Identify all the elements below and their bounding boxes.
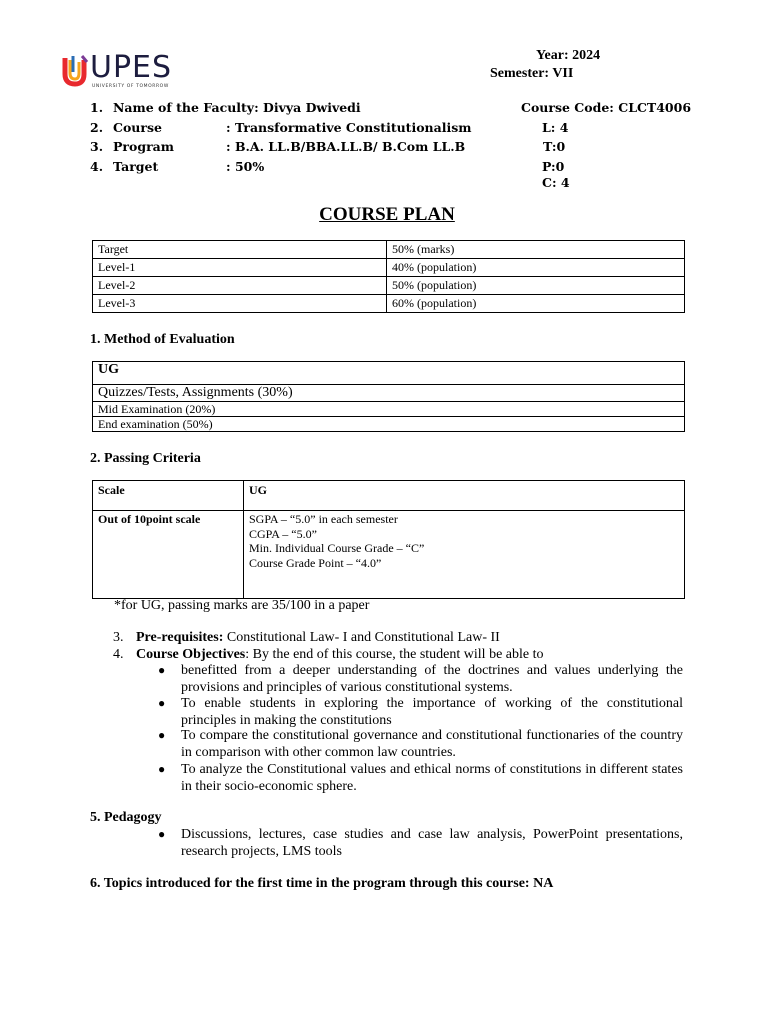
prereq-number: 3. xyxy=(113,630,124,645)
table-row xyxy=(93,481,685,511)
target-table xyxy=(92,240,685,313)
objective-item: To enable students in exploring the importance of working of the constitutional principles in making the constitutions xyxy=(181,696,683,728)
bullet-icon: ● xyxy=(158,663,166,677)
credit-c: C: 4 xyxy=(542,175,570,190)
info-label: Target xyxy=(113,159,159,174)
topics-line: 6. Topics introduced for the first time in the program through this course: NA xyxy=(90,876,554,891)
passing-line: Min. Individual Course Grade – “C” xyxy=(249,541,425,555)
info-label: Course xyxy=(113,120,162,135)
prereq-line xyxy=(136,630,500,646)
bullet-icon: ● xyxy=(158,762,166,776)
passing-note: *for UG, passing marks are 35/100 in a paper xyxy=(114,598,370,613)
evaluation-heading: 1. Method of Evaluation xyxy=(90,332,235,347)
pedagogy-item: Discussions, lectures, case studies and case law analysis, PowerPoint presentations, research projects, LMS tools xyxy=(181,827,683,859)
table-row xyxy=(93,241,685,259)
bullet-icon: ● xyxy=(158,696,166,710)
passing-heading: 2. Passing Criteria xyxy=(90,451,201,466)
table-cell: Level-2 xyxy=(93,277,387,295)
info-number: 4. xyxy=(90,159,104,174)
table-cell: Target xyxy=(93,241,387,259)
bullet-icon: ● xyxy=(158,827,166,841)
logo-tagline: UNIVERSITY OF TOMORROW xyxy=(92,84,169,89)
passing-scale-value: Out of 10point scale xyxy=(93,511,244,599)
table-row xyxy=(93,259,685,277)
info-row-course xyxy=(0,120,768,140)
table-cell: Level-3 xyxy=(93,295,387,313)
prereq-text: Constitutional Law- I and Constitutional Law- II xyxy=(223,630,500,645)
objectives-label: Course Objectives xyxy=(136,647,246,662)
objective-item: To compare the constitutional governance and constitutional functionaries of the country in comparison with other common law countries. xyxy=(181,728,683,760)
passing-table xyxy=(92,480,685,599)
table-cell: Level-1 xyxy=(93,259,387,277)
info-row-faculty xyxy=(0,100,768,120)
pedagogy-heading: 5. Pedagogy xyxy=(90,810,162,825)
table-row xyxy=(93,511,685,599)
passing-line: CGPA – “5.0” xyxy=(249,526,317,541)
prereq-label: Pre-requisites: xyxy=(136,630,224,645)
objective-item: benefitted from a deeper understanding of the doctrines and values underlying the provisions and principles of various constitutional systems. xyxy=(181,663,683,695)
table-cell: 50% (population) xyxy=(387,277,685,295)
info-row-program xyxy=(0,139,768,159)
year-label: Year: 2024 xyxy=(536,48,601,63)
page-title: COURSE PLAN xyxy=(319,204,455,225)
logo-wordmark: UPES xyxy=(90,50,173,85)
table-cell: 60% (population) xyxy=(387,295,685,313)
evaluation-mid: Mid Examination (20%) xyxy=(93,402,685,417)
info-number: 2. xyxy=(90,120,104,135)
objectives-number: 4. xyxy=(113,647,124,662)
objectives-text: : By the end of this course, the student will be able to xyxy=(245,647,544,662)
passing-ug-values xyxy=(244,511,685,599)
passing-col-ug: UG xyxy=(244,481,685,511)
info-value: : B.A. LL.B/BBA.LL.B/ B.Com LL.B xyxy=(226,139,466,154)
evaluation-quizzes: Quizzes/Tests, Assignments (30%) xyxy=(93,385,685,402)
passing-col-scale: Scale xyxy=(93,481,244,511)
credit-t: T:0 xyxy=(543,139,566,154)
bullet-icon: ● xyxy=(158,728,166,742)
info-row-target xyxy=(0,159,768,179)
passing-line: SGPA – “5.0” in each semester xyxy=(249,512,398,526)
upes-logo-icon xyxy=(62,54,90,90)
upes-logo xyxy=(62,50,174,92)
evaluation-end: End examination (50%) xyxy=(93,417,685,432)
info-label: Name of the Faculty: Divya Dwivedi xyxy=(113,100,361,115)
info-label: Program xyxy=(113,139,174,154)
table-cell: 50% (marks) xyxy=(387,241,685,259)
course-code: Course Code: CLCT4006 xyxy=(521,100,692,115)
objective-item: To analyze the Constitutional values and ethical norms of constitutions in different states in their socio-economic sphere. xyxy=(181,762,683,794)
info-number: 1. xyxy=(90,100,104,115)
evaluation-ug: UG xyxy=(93,362,685,385)
table-cell: 40% (population) xyxy=(387,259,685,277)
table-row xyxy=(93,277,685,295)
info-number: 3. xyxy=(90,139,104,154)
table-row xyxy=(93,295,685,313)
passing-line: Course Grade Point – “4.0” xyxy=(249,555,382,570)
credit-l: L: 4 xyxy=(542,120,569,135)
info-value: : 50% xyxy=(226,159,265,174)
evaluation-table xyxy=(92,361,685,432)
info-value: : Transformative Constitutionalism xyxy=(226,120,472,135)
objectives-line xyxy=(136,647,543,663)
credit-p: P:0 xyxy=(542,159,565,174)
semester-label: Semester: VII xyxy=(490,66,574,81)
